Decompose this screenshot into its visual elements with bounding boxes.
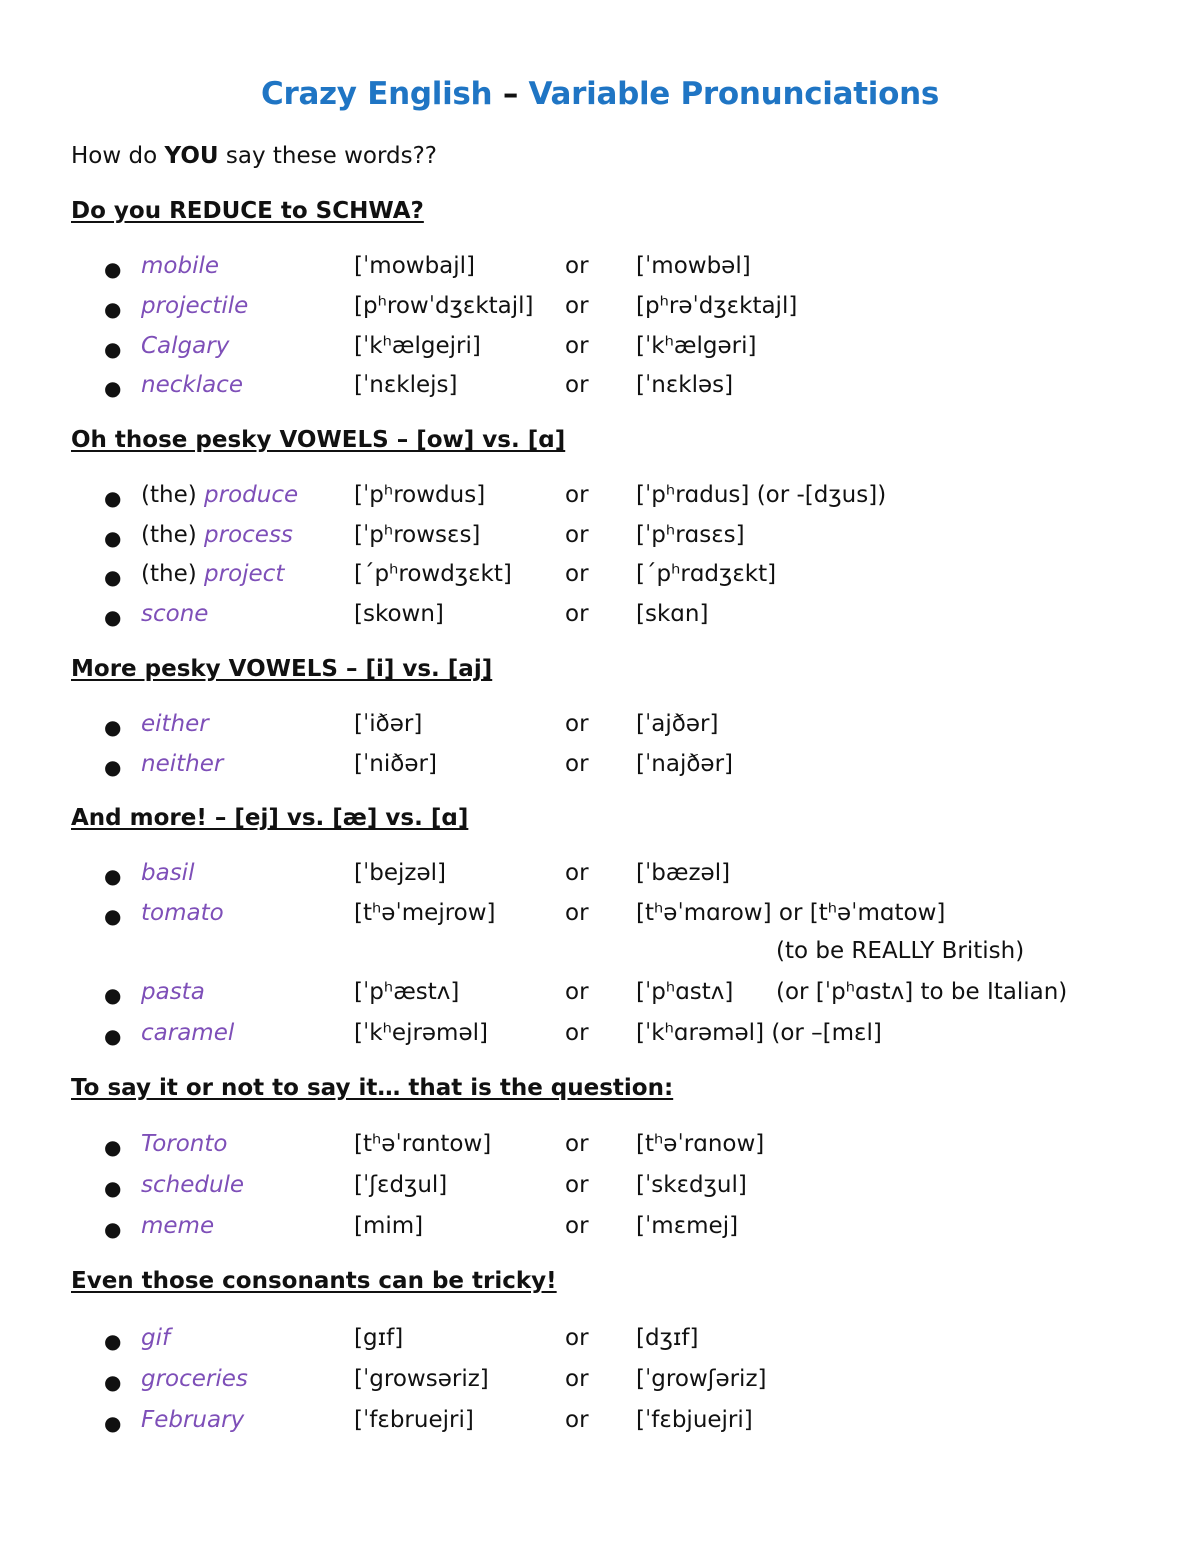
word: schedule [141, 1172, 245, 1198]
word-row [0, 1213, 1200, 1245]
word-cell [141, 522, 293, 548]
word: gif [141, 1325, 171, 1351]
word: Calgary [141, 333, 230, 359]
word-cell [141, 1325, 170, 1351]
title-dash: – [502, 76, 519, 112]
pronunciation-2: [ˈfɛbjuejri] [636, 1407, 753, 1433]
word-prefix: (the) [141, 522, 205, 548]
word-row [0, 1366, 1200, 1398]
word-cell [141, 372, 243, 398]
word-row [0, 522, 1200, 554]
pronunciation-1: [gɪf] [354, 1325, 404, 1351]
or-label: or [565, 1020, 589, 1046]
bullet-icon: ● [104, 1329, 122, 1353]
word-row [0, 900, 1200, 932]
word-cell [141, 1366, 248, 1392]
word-row [0, 1020, 1200, 1052]
word-cell [141, 293, 248, 319]
pronunciation-2: [ˈajðər] [636, 711, 719, 737]
word-cell [141, 1213, 214, 1239]
pronunciation-2: [ˈnɛkləs] [636, 372, 734, 398]
bullet-icon: ● [104, 605, 122, 629]
word-cell [141, 482, 298, 508]
or-label: or [565, 1407, 589, 1433]
word-row [0, 860, 1200, 892]
word-row [0, 482, 1200, 514]
pronunciation-2: [ˈpʰɑstʌ] [636, 979, 734, 1005]
bullet-icon: ● [104, 526, 122, 550]
pronunciation-2: [ˈmɛmej] [636, 1213, 739, 1239]
word: meme [141, 1213, 215, 1239]
word-cell [141, 979, 205, 1005]
pronunciation-1: [ˈkʰælgejri] [354, 333, 481, 359]
word-cell [141, 1407, 244, 1433]
section-heading: Oh those pesky VOWELS – [ow] vs. [ɑ] [71, 427, 566, 453]
section-heading: To say it or not to say it… that is the question: [71, 1075, 674, 1101]
pronunciation-1: [ˈiðər] [354, 711, 423, 737]
word: process [204, 522, 293, 548]
section-note: (to be REALLY British) [776, 938, 1025, 964]
or-label: or [565, 1213, 589, 1239]
bullet-icon: ● [104, 565, 122, 589]
pronunciation-2: [ˈnajðər] [636, 751, 734, 777]
pronunciation-note: (or [ˈpʰɑstʌ] to be Italian) [776, 979, 1068, 1005]
bullet-icon: ● [104, 376, 122, 400]
pronunciation-1: [skown] [354, 601, 444, 627]
word-cell [141, 751, 223, 777]
or-label: or [565, 1325, 589, 1351]
page-title [0, 76, 1200, 112]
bullet-icon: ● [104, 1370, 122, 1394]
pronunciation-2: [ˈkʰɑrəməl] (or –[mɛl] [636, 1020, 882, 1046]
pronunciation-2: [skɑn] [636, 601, 709, 627]
intro-text-emphasis: YOU [164, 143, 219, 169]
pronunciation-1: [ˈniðər] [354, 751, 437, 777]
or-label: or [565, 751, 589, 777]
section-heading: And more! – [ej] vs. [æ] vs. [ɑ] [71, 805, 469, 831]
pronunciation-1: [pʰrowˈdʒɛktajl] [354, 293, 534, 319]
word: basil [141, 860, 195, 886]
pronunciation-2: [pʰrəˈdʒɛktajl] [636, 293, 798, 319]
word: February [141, 1407, 245, 1433]
or-label: or [565, 1366, 589, 1392]
or-label: or [565, 900, 589, 926]
bullet-icon: ● [104, 1024, 122, 1048]
pronunciation-1: [ˊpʰrowdʒɛkt] [354, 561, 512, 587]
pronunciation-1: [ˈgrowsəriz] [354, 1366, 489, 1392]
or-label: or [565, 253, 589, 279]
pronunciation-1: [ˈpʰrowsɛs] [354, 522, 481, 548]
bullet-icon: ● [104, 257, 122, 281]
bullet-icon: ● [104, 904, 122, 928]
bullet-icon: ● [104, 983, 122, 1007]
bullet-icon: ● [104, 1217, 122, 1241]
word: groceries [141, 1366, 248, 1392]
or-label: or [565, 372, 589, 398]
pronunciation-1: [ˈpʰæstʌ] [354, 979, 460, 1005]
word-row [0, 1325, 1200, 1357]
pronunciation-1: [ˈbejzəl] [354, 860, 447, 886]
pronunciation-1: [mim] [354, 1213, 424, 1239]
word-cell [141, 333, 229, 359]
section-heading: Even those consonants can be tricky! [71, 1268, 557, 1294]
pronunciation-1: [ˈfɛbruejri] [354, 1407, 474, 1433]
word: tomato [141, 900, 224, 926]
pronunciation-2: [ˈgrowʃəriz] [636, 1366, 767, 1392]
word: pasta [141, 979, 205, 1005]
or-label: or [565, 860, 589, 886]
bullet-icon: ● [104, 297, 122, 321]
word-row [0, 333, 1200, 365]
pronunciation-2: [tʰəˈrɑnow] [636, 1131, 765, 1157]
word: Toronto [141, 1131, 228, 1157]
pronunciation-2: [ˈmowbəl] [636, 253, 751, 279]
intro-text-post: say these words?? [225, 143, 437, 169]
word-row [0, 751, 1200, 783]
word-cell [141, 900, 224, 926]
pronunciation-1: [tʰəˈrɑntow] [354, 1131, 492, 1157]
word-row [0, 601, 1200, 633]
word-row [0, 561, 1200, 593]
pronunciation-2: [ˈkʰælgəri] [636, 333, 757, 359]
pronunciation-2: [ˊpʰrɑdʒɛkt] [636, 561, 777, 587]
word: produce [204, 482, 299, 508]
word-row [0, 979, 1200, 1011]
or-label: or [565, 482, 589, 508]
word-prefix: (the) [141, 561, 205, 587]
pronunciation-2: [ˈbæzəl] [636, 860, 731, 886]
word-row [0, 1172, 1200, 1204]
bullet-icon: ● [104, 864, 122, 888]
bullet-icon: ● [104, 486, 122, 510]
pronunciation-1: [ˈkʰejrəməl] [354, 1020, 488, 1046]
pronunciation-2: [ˈpʰrɑsɛs] [636, 522, 745, 548]
bullet-icon: ● [104, 715, 122, 739]
word: projectile [141, 293, 249, 319]
pronunciation-1: [ˈʃɛdʒul] [354, 1172, 448, 1198]
word-prefix: (the) [141, 482, 205, 508]
pronunciation-1: [ˈnɛklejs] [354, 372, 458, 398]
or-label: or [565, 1172, 589, 1198]
word: mobile [141, 253, 220, 279]
word-cell [141, 1020, 234, 1046]
or-label: or [565, 293, 589, 319]
or-label: or [565, 522, 589, 548]
word-row [0, 1131, 1200, 1163]
pronunciation-1: [ˈpʰrowdus] [354, 482, 486, 508]
word-row [0, 293, 1200, 325]
section-heading: Do you REDUCE to SCHWA? [71, 198, 424, 224]
or-label: or [565, 711, 589, 737]
intro-question [71, 143, 437, 169]
word: scone [141, 601, 209, 627]
bullet-icon: ● [104, 1135, 122, 1159]
word-row [0, 253, 1200, 285]
pronunciation-2: [ˈskɛdʒul] [636, 1172, 747, 1198]
or-label: or [565, 333, 589, 359]
word-cell [141, 561, 284, 587]
pronunciation-2: [dʒɪf] [636, 1325, 699, 1351]
pronunciation-1: [tʰəˈmejrow] [354, 900, 496, 926]
section-heading: More pesky VOWELS – [i] vs. [aj] [71, 656, 493, 682]
pronunciation-1: [ˈmowbajl] [354, 253, 476, 279]
word-cell [141, 1172, 244, 1198]
word: necklace [141, 372, 243, 398]
bullet-icon: ● [104, 1411, 122, 1435]
bullet-icon: ● [104, 1176, 122, 1200]
title-part-1: Crazy English [261, 76, 493, 112]
word-cell [141, 1131, 227, 1157]
bullet-icon: ● [104, 337, 122, 361]
bullet-icon: ● [104, 755, 122, 779]
pronunciation-2: [ˈpʰrɑdus] (or -[dʒus]) [636, 482, 887, 508]
or-label: or [565, 979, 589, 1005]
word: either [141, 711, 209, 737]
or-label: or [565, 601, 589, 627]
word-cell [141, 601, 208, 627]
title-part-2: Variable Pronunciations [528, 76, 939, 112]
or-label: or [565, 1131, 589, 1157]
word-cell [141, 253, 219, 279]
word-cell [141, 711, 209, 737]
word: project [204, 561, 285, 587]
pronunciation-2: [tʰəˈmɑrow] or [tʰəˈmɑtow] [636, 900, 946, 926]
word: neither [141, 751, 224, 777]
word-row [0, 372, 1200, 404]
word: caramel [141, 1020, 235, 1046]
word-row [0, 711, 1200, 743]
or-label: or [565, 561, 589, 587]
word-cell [141, 860, 194, 886]
word-row [0, 1407, 1200, 1439]
intro-text-pre: How do [71, 143, 158, 169]
